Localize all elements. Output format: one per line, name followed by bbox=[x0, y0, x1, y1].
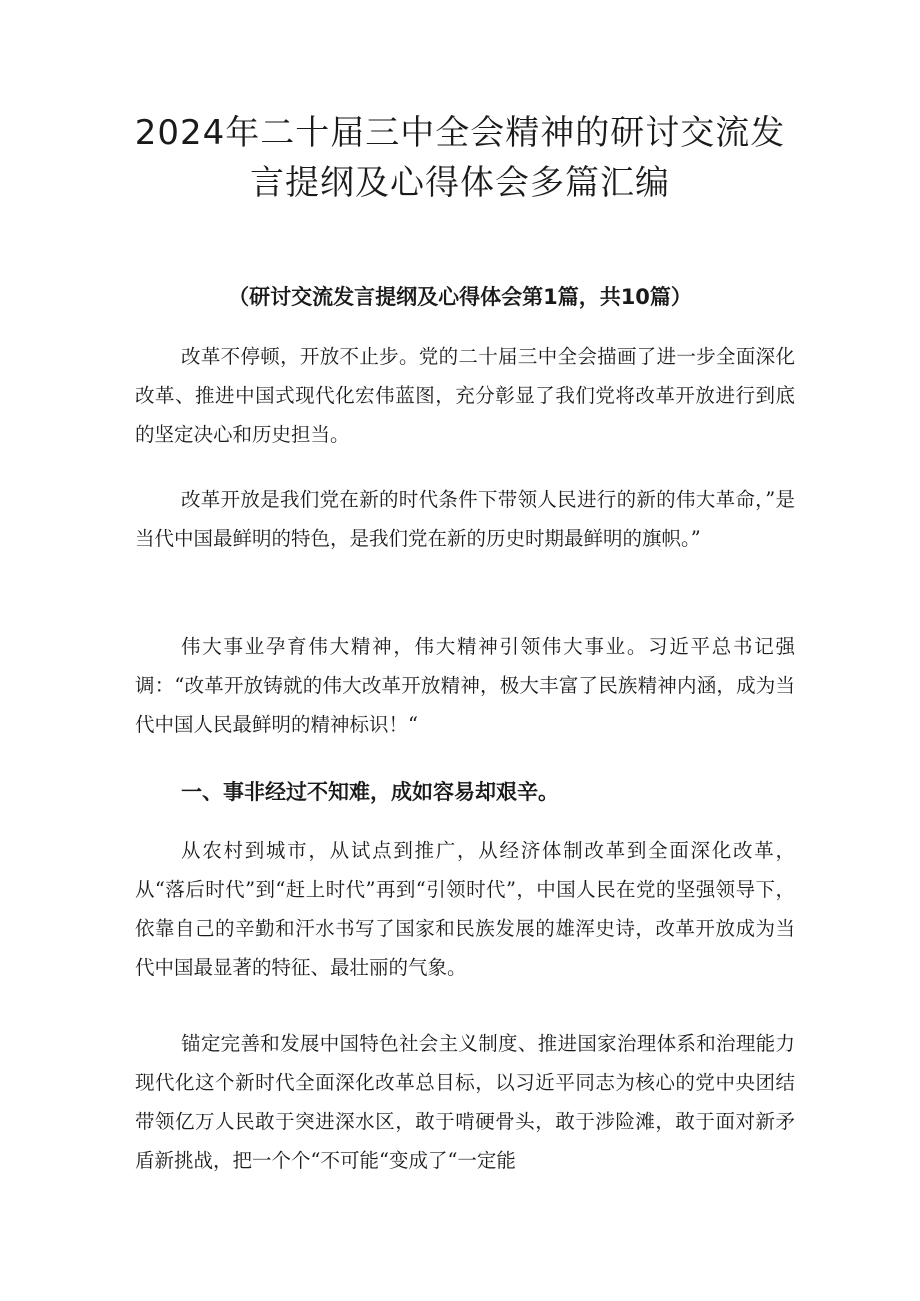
paragraph: 锚定完善和发展中国特色社会主义制度、推进国家治理体系和治理能力现代化这个新时代全面深化改革总目标，以习近平同志为核心的党中央团结带领亿万人民敢于突进深水区，敢于啃硬骨头，敢于涉险滩，敢于面对新矛盾新挑战，把一个个“不可能“变成了“一定能 bbox=[135, 1032, 795, 1172]
paragraph: 从农村到城市，从试点到推广，从经济体制改革到全面深化改革，从“落后时代”到“赶上时代”再到“引领时代”，中国人民在党的坚强领导下，依靠自己的辛勤和汗水书写了国家和民族发展的雄浑史诗，改革开放成为当代中国最显著的特征、最壮丽的气象。 bbox=[135, 839, 795, 979]
section-heading: 一、事非经过不知难，成如容易却艰辛。 bbox=[181, 780, 559, 804]
document-subtitle: （研讨交流发言提纲及心得体会第1篇，共10篇） bbox=[228, 285, 692, 309]
paragraph: 改革不停顿，开放不止步。党的二十届三中全会描画了进一步全面深化改革、推进中国式现代化宏伟蓝图，充分彰显了我们党将改革开放进行到底的坚定决心和历史担当。 bbox=[135, 345, 795, 446]
title-line-1: 2024年二十届三中全会精神的研讨交流发 bbox=[134, 113, 786, 153]
title-line-2: 言提纲及心得体会多篇汇编 bbox=[250, 163, 670, 203]
paragraph: 伟大事业孕育伟大精神，伟大精神引领伟大事业。习近平总书记强调：“改革开放铸就的伟大改革开放精神，极大丰富了民族精神内涵，成为当代中国人民最鲜明的精神标识！“ bbox=[135, 635, 795, 736]
paragraph: 改革开放是我们党在新的时代条件下带领人民进行的新的伟大革命，”是当代中国最鲜明的特色，是我们党在新的历史时期最鲜明的旗帜。” bbox=[135, 488, 795, 550]
document-title bbox=[60, 108, 860, 208]
